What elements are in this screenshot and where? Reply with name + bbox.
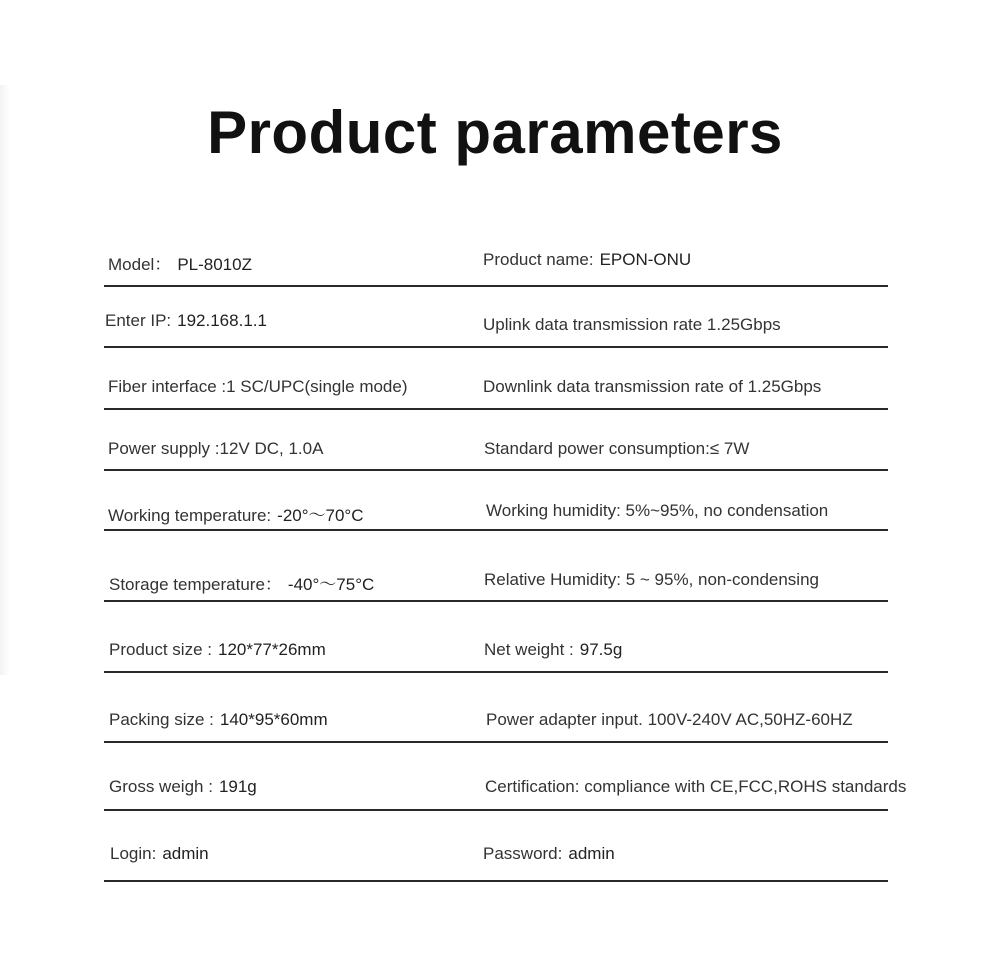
working-humidity-cell <box>486 501 828 521</box>
working-temperature-label: Working temperature: <box>108 506 272 525</box>
gross-weight-label: Gross weigh : <box>109 777 213 796</box>
login-label: Login: <box>110 844 157 863</box>
relative-humidity-cell <box>484 570 819 590</box>
power-consumption-cell <box>484 439 749 459</box>
product-size-cell <box>109 640 326 660</box>
fiber-interface-text: Fiber interface :1 SC/UPC(single mode) <box>108 377 408 396</box>
relative-humidity-text: Relative Humidity: 5 ~ 95%, non-condensing <box>484 570 819 589</box>
certification-text: Certification: compliance with CE,FCC,ROHS standards <box>485 777 907 796</box>
ip-value: 192.168.1.1 <box>177 311 267 330</box>
product-size-label: Product size : <box>109 640 212 659</box>
net-weight-cell <box>484 640 622 660</box>
password-value: admin <box>568 844 615 863</box>
power-supply-cell <box>108 439 323 459</box>
working-temperature-cell <box>108 501 364 526</box>
row-divider <box>104 529 888 531</box>
storage-temperature-value: -40°～75°C <box>287 575 375 594</box>
param-row-ip <box>0 311 1000 351</box>
row-divider <box>104 880 888 882</box>
ip-label: Enter IP: <box>105 311 172 330</box>
gross-weight-cell <box>109 777 257 797</box>
storage-temperature-cell <box>109 570 374 595</box>
param-row-size <box>0 640 1000 680</box>
adapter-input-cell <box>486 710 853 730</box>
net-weight-value: 97.5g <box>579 640 623 659</box>
password-cell <box>483 844 615 864</box>
row-divider <box>104 285 888 287</box>
row-divider <box>104 469 888 471</box>
uplink-rate-cell <box>483 315 781 335</box>
page-title: Product parameters <box>207 99 783 166</box>
packing-size-value: 140*95*60mm <box>219 710 328 729</box>
login-value: admin <box>162 844 209 863</box>
power-consumption-text: Standard power consumption:≤ 7W <box>484 439 750 458</box>
row-divider <box>104 408 888 410</box>
model-label: Model： <box>108 255 172 274</box>
power-supply-text: Power supply :12V DC, 1.0A <box>108 439 324 458</box>
row-divider <box>104 809 888 811</box>
param-row-gross <box>0 777 1000 817</box>
working-humidity-text: Working humidity: 5%~95%, no condensation <box>486 501 829 520</box>
password-label: Password: <box>483 844 563 863</box>
param-row-login <box>0 844 1000 884</box>
param-row-power <box>0 439 1000 479</box>
row-divider <box>104 671 888 673</box>
packing-size-cell <box>109 710 328 730</box>
adapter-input-text: Power adapter input. 100V-240V AC,50HZ-60HZ <box>486 710 853 729</box>
param-row-packing <box>0 710 1000 750</box>
product-name-value: EPON-ONU <box>599 250 692 269</box>
product-name-cell <box>483 250 691 270</box>
row-divider <box>104 741 888 743</box>
row-divider <box>104 600 888 602</box>
packing-size-label: Packing size : <box>109 710 214 729</box>
product-size-value: 120*77*26mm <box>218 640 326 659</box>
model-cell <box>108 250 252 275</box>
param-row-storage <box>0 570 1000 610</box>
net-weight-label: Net weight : <box>484 640 574 659</box>
login-cell <box>110 844 209 864</box>
gross-weight-value: 191g <box>218 777 257 796</box>
downlink-rate-text: Downlink data transmission rate of 1.25Gbps <box>483 377 822 396</box>
param-row-fiber <box>0 377 1000 417</box>
uplink-rate-text: Uplink data transmission rate 1.25Gbps <box>483 315 781 334</box>
certification-cell <box>485 777 906 797</box>
model-value: PL-8010Z <box>177 255 252 274</box>
ip-cell <box>105 311 267 331</box>
working-temperature-value: -20°～70°C <box>277 506 364 525</box>
param-row-model <box>0 250 1000 290</box>
fiber-interface-cell <box>108 377 408 397</box>
product-name-label: Product name: <box>483 250 594 269</box>
row-divider <box>104 346 888 348</box>
downlink-rate-cell <box>483 377 821 397</box>
param-row-working <box>0 501 1000 541</box>
storage-temperature-label: Storage temperature： <box>109 575 282 594</box>
